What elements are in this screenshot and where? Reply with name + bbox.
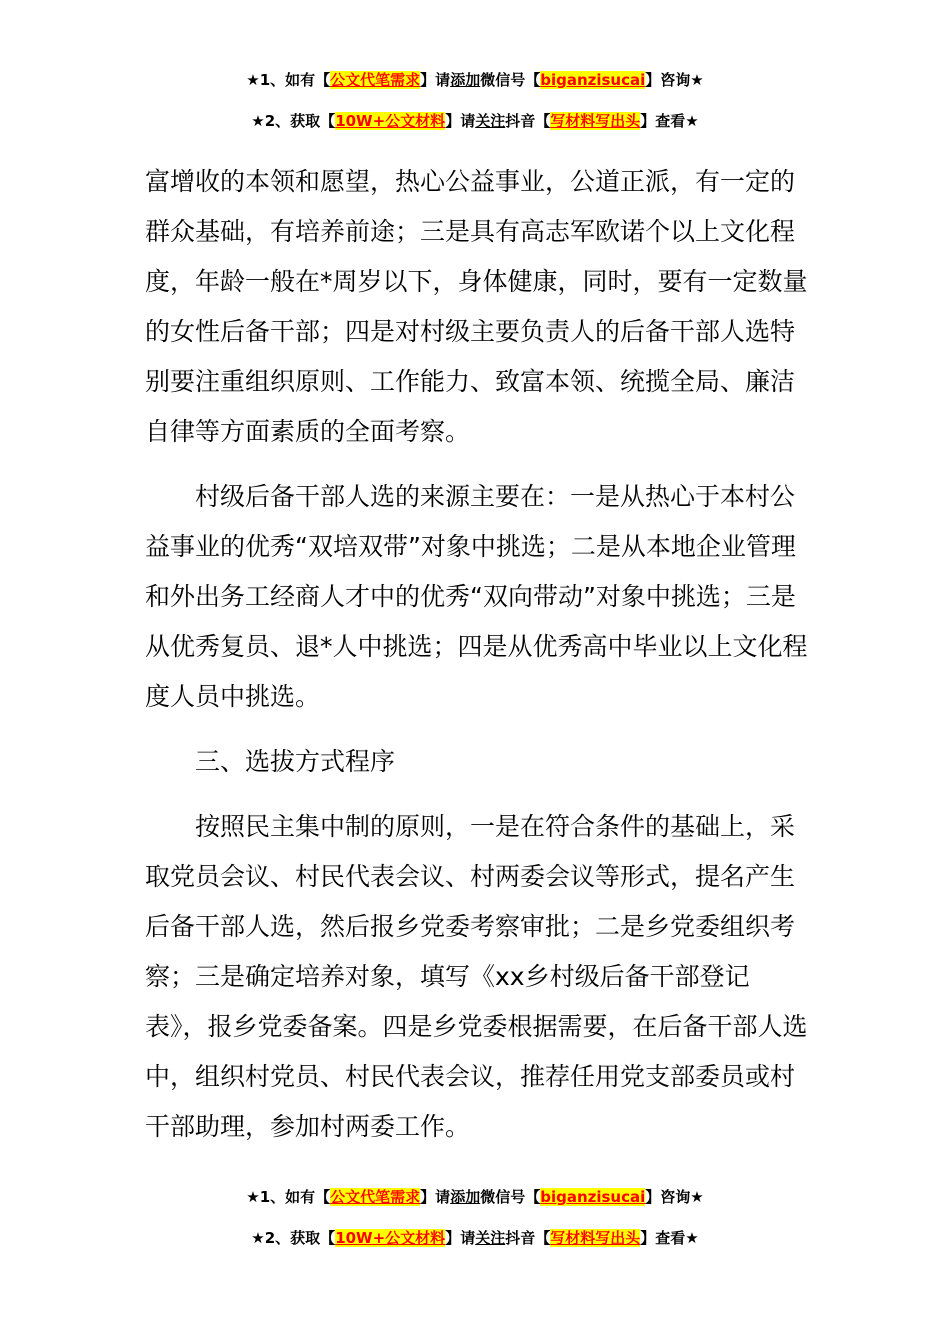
banner-highlight: 公文代笔需求 bbox=[330, 1188, 421, 1206]
paragraph-procedure: 按照民主集中制的原则，一是在符合条件的基础上，采取党员会议、村民代表会议、村两委会议等形式，提名产生后备干部人选，然后报乡党委考察审批；二是乡党委组织考察；三是确定培养对象，填写《xx乡村级后备干部登记表》，报乡党委备案。四是乡党委根据需要，在后备干部人选中，组织村党员、村民代表会议，推荐任用党支部委员或村干部助理，参加村两委工作。 bbox=[145, 812, 808, 1141]
banner-bottom-line-1 bbox=[0, 1186, 950, 1208]
banner-highlight: 10W+公文材料 bbox=[335, 112, 446, 130]
banner-text: 】请 bbox=[420, 1188, 451, 1206]
banner-underline: 关注 bbox=[475, 112, 506, 130]
banner-text: 】请 bbox=[445, 1229, 476, 1247]
banner-text: 微信号【 bbox=[480, 1188, 541, 1206]
banner-text: ★2、获取【 bbox=[251, 1229, 336, 1247]
banner-text: 】咨询★ bbox=[645, 1188, 704, 1206]
banner-bottom-line-2 bbox=[0, 1227, 950, 1249]
banner-highlight: 写材料写出头 bbox=[550, 112, 641, 130]
banner-text: 抖音【 bbox=[505, 1229, 551, 1247]
banner-text: 】查看★ bbox=[640, 1229, 699, 1247]
banner-text: 】请 bbox=[420, 71, 451, 89]
banner-top-line-1 bbox=[0, 69, 950, 91]
section-heading: 三、选拔方式程序 bbox=[195, 747, 396, 776]
banner-text: ★1、如有【 bbox=[246, 1188, 331, 1206]
banner-text: 】咨询★ bbox=[645, 71, 704, 89]
banner-highlight: biganzisucai bbox=[540, 71, 646, 89]
banner-underline: 添加 bbox=[450, 1188, 481, 1206]
paragraph-requirements: 富增收的本领和愿望，热心公益事业，公道正派，有一定的群众基础，有培养前途；三是具有高志军欧诺个以上文化程度，年龄一般在*周岁以下，身体健康，同时，要有一定数量的女性后备干部；四是对村级主要负责人的后备干部人选特别要注重组织原则、工作能力、致富本领、统揽全局、廉洁自律等方面素质的全面考察。 bbox=[145, 167, 808, 446]
paragraph-sources: 村级后备干部人选的来源主要在：一是从热心于本村公益事业的优秀“双培双带”对象中挑选；二是从本地企业管理和外出务工经商人才中的优秀“双向带动”对象中挑选；三是从优秀复员、退*人中挑选；四是从优秀高中毕业以上文化程度人员中挑选。 bbox=[145, 482, 808, 711]
banner-text: 】查看★ bbox=[640, 112, 699, 130]
banner-highlight: 10W+公文材料 bbox=[335, 1229, 446, 1247]
banner-underline: 关注 bbox=[475, 1229, 506, 1247]
banner-text: ★2、获取【 bbox=[251, 112, 336, 130]
banner-underline: 添加 bbox=[450, 71, 481, 89]
banner-text: 微信号【 bbox=[480, 71, 541, 89]
banner-highlight: biganzisucai bbox=[540, 1188, 646, 1206]
banner-top-line-2 bbox=[0, 110, 950, 132]
banner-highlight: 写材料写出头 bbox=[550, 1229, 641, 1247]
banner-highlight: 公文代笔需求 bbox=[330, 71, 421, 89]
banner-text: ★1、如有【 bbox=[246, 71, 331, 89]
banner-text: 】请 bbox=[445, 112, 476, 130]
document-body bbox=[145, 157, 810, 1152]
banner-text: 抖音【 bbox=[505, 112, 551, 130]
